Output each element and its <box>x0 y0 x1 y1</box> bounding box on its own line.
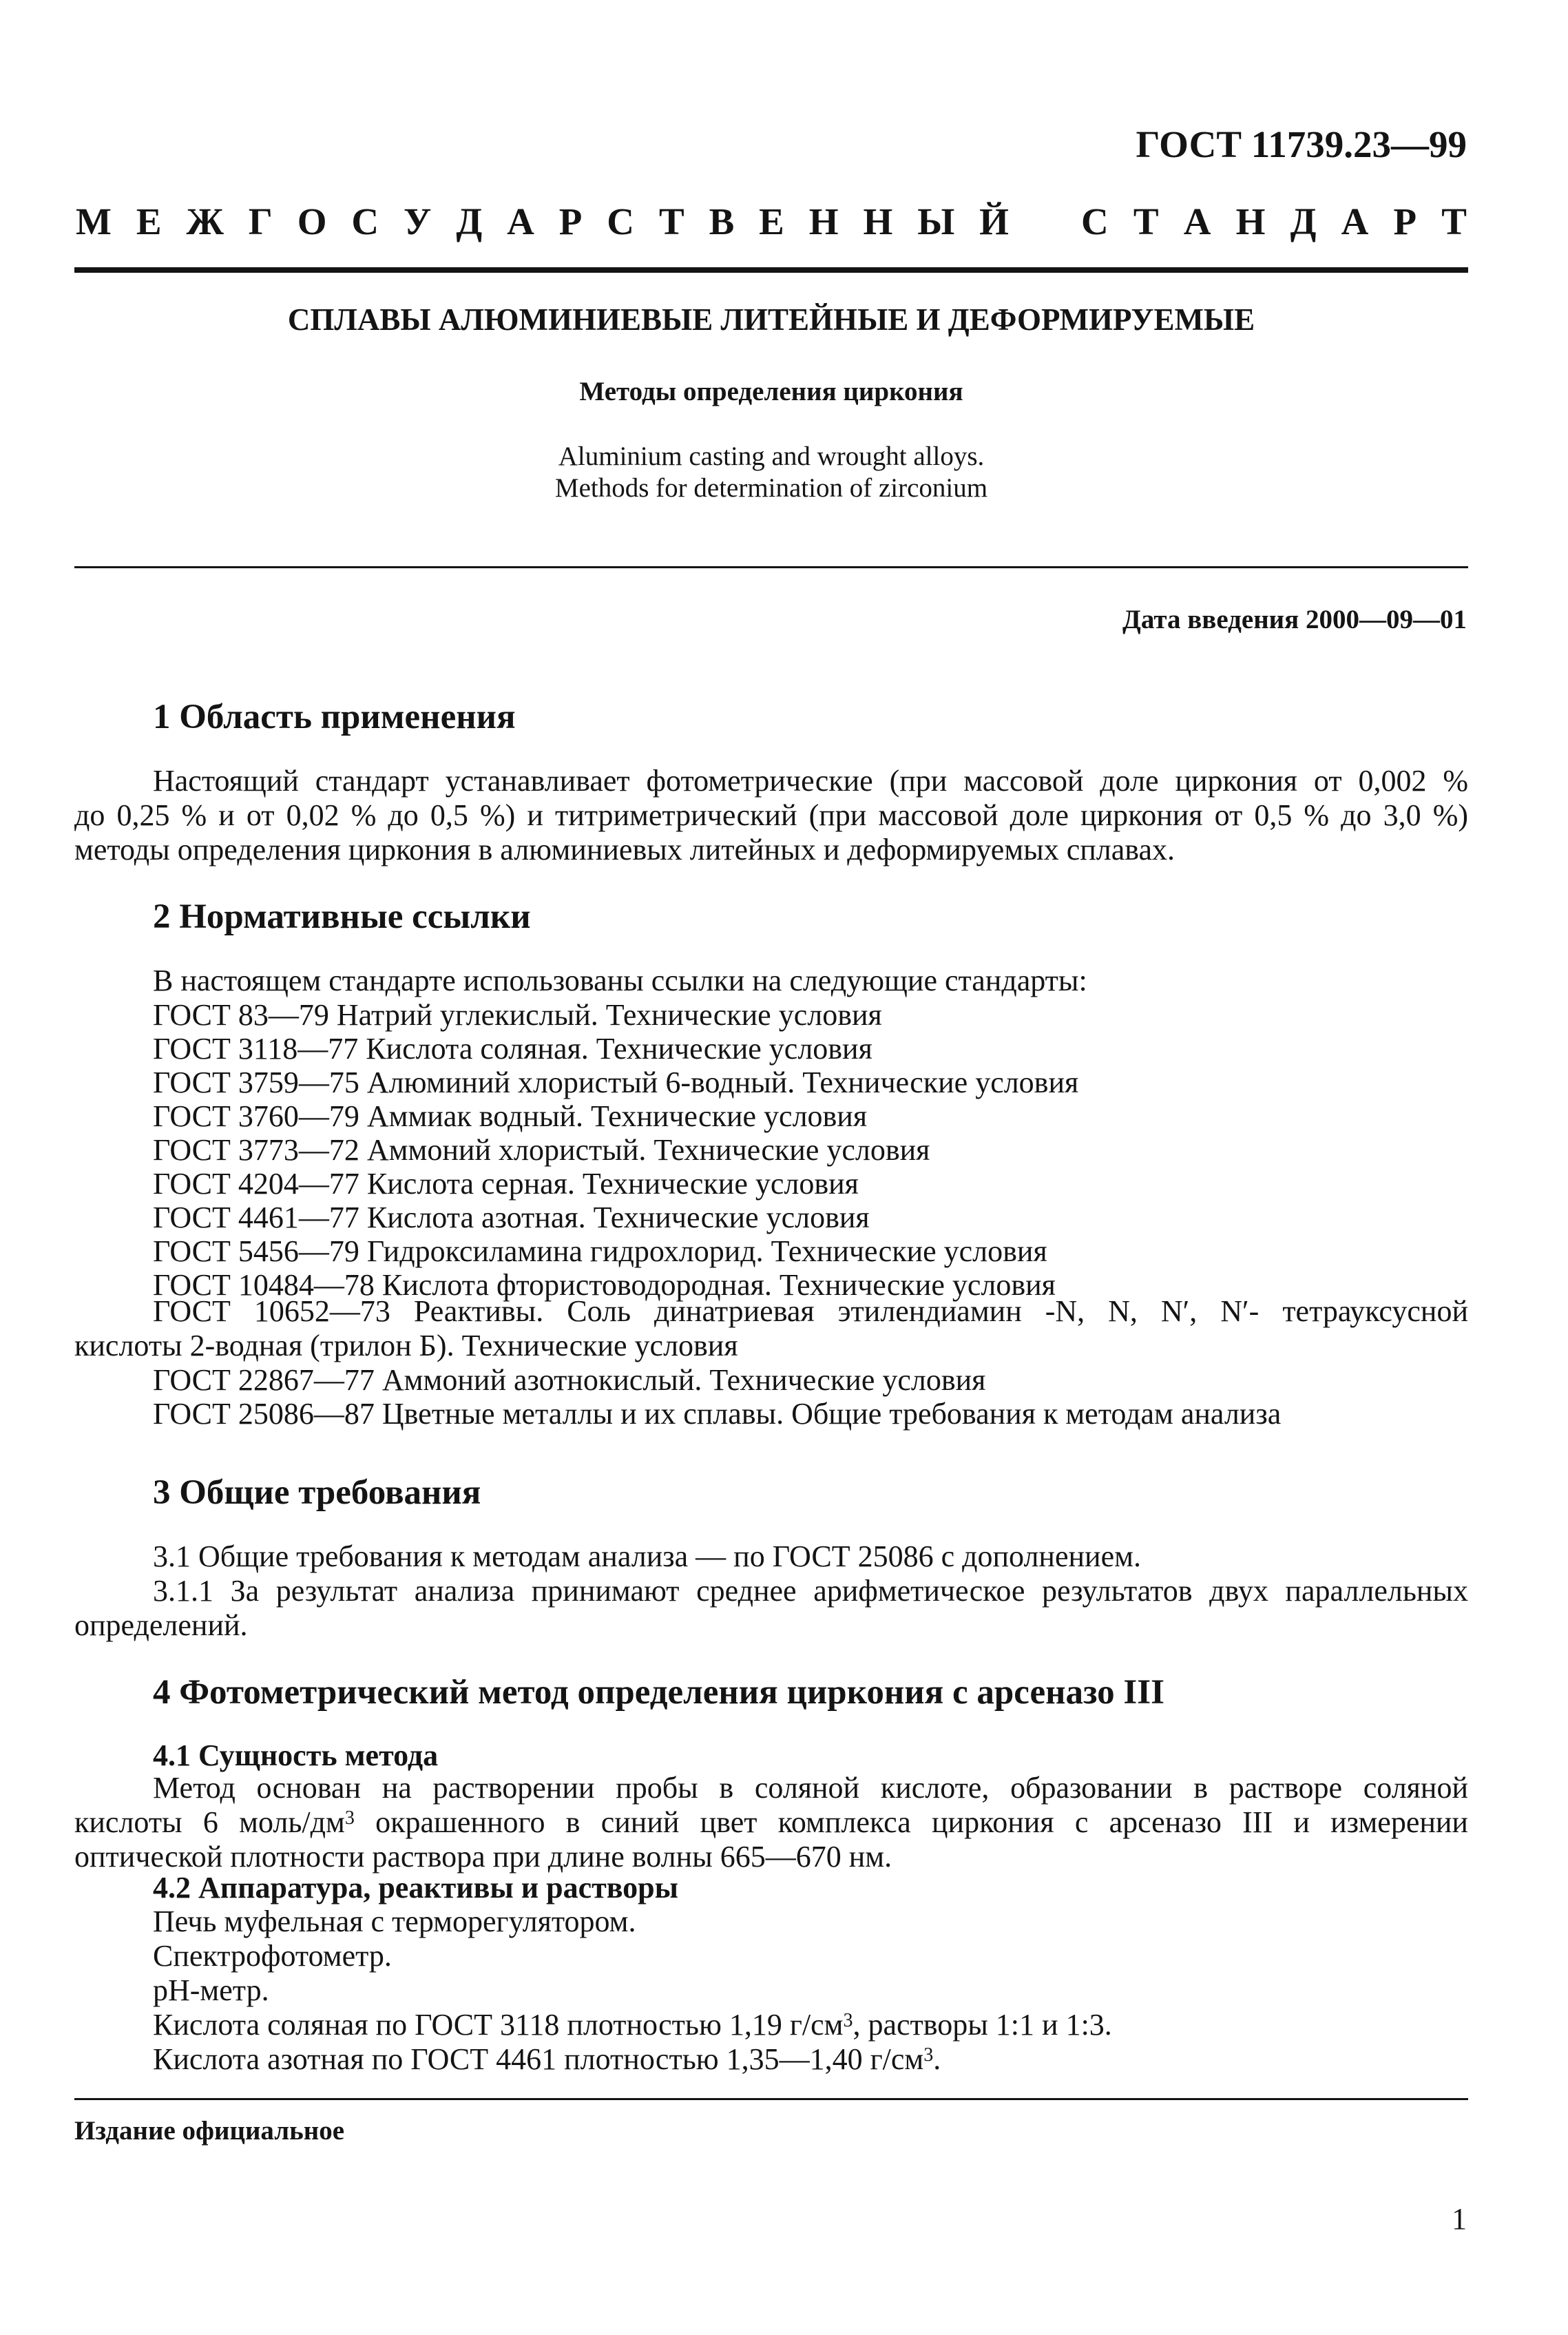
section-1-heading: 1 Область применения <box>153 698 516 736</box>
english-title-line2: Methods for determination of zirconium <box>554 473 988 503</box>
clause-4-1-line2-a: кислоты 6 моль/дм <box>74 1805 345 1839</box>
reference-row <box>153 1364 985 1397</box>
reference-title: Кислота азотная. Технические условия <box>366 1201 870 1234</box>
category-word-interstate-letter: Й <box>979 200 1009 242</box>
reference-title: Аммиак водный. Технические условия <box>366 1099 868 1133</box>
reference-row <box>153 1066 1078 1099</box>
clause-4-1-line2-b: окрашенного в синий цвет комплекса циркония с арсеназо III и измерении <box>354 1805 1468 1839</box>
category-word-interstate-letter: У <box>404 200 432 242</box>
introduction-date: Дата введения 2000—09—01 <box>1122 605 1467 634</box>
section-1-line3: методы определения циркония в алюминиевых литейных и деформируемых сплавах. <box>74 833 1175 866</box>
category-word-interstate-letter: О <box>297 200 327 242</box>
section-4-heading: 4 Фотометрический метод определения циркония с арсеназо III <box>153 1673 1164 1712</box>
reference-row <box>153 1398 1281 1431</box>
clause-4-1-line1: Метод основан на растворении пробы в соляной кислоте, образовании в растворе соляной <box>153 1771 1468 1805</box>
category-word-interstate-letter: А <box>507 200 534 242</box>
superscript-3: 3 <box>843 2010 853 2031</box>
superscript-3: 3 <box>923 2044 934 2066</box>
superscript-3: 3 <box>344 1807 355 1829</box>
reference-row <box>153 1032 872 1066</box>
hydrochloric-acid-line <box>153 2009 1461 2042</box>
category-word-interstate-letter: Е <box>759 200 784 242</box>
category-word-interstate-letter: Н <box>808 200 839 242</box>
category-word-standard-letter: Н <box>1235 200 1266 242</box>
title-rule <box>74 566 1468 568</box>
hcl-text-a: Кислота соляная по ГОСТ 3118 плотностью 1,19 г/см <box>153 2008 844 2042</box>
reference-code: ГОСТ 22867—77 <box>153 1363 375 1397</box>
reference-row <box>153 1168 859 1201</box>
category-word-standard-letter: А <box>1183 200 1211 242</box>
category-word-interstate-letter: С <box>351 200 379 242</box>
footer-rule <box>74 2098 1468 2100</box>
category-word-interstate-letter: В <box>709 200 735 242</box>
reference-code: ГОСТ 3773—72 <box>153 1133 359 1167</box>
section-3-heading: 3 Общие требования <box>153 1473 481 1512</box>
category-word-standard-letter: Т <box>1133 200 1159 242</box>
section-2-heading: 2 Нормативные ссылки <box>153 897 531 936</box>
reference-code: ГОСТ 25086—87 <box>153 1397 375 1431</box>
category-word-interstate-letter: Ж <box>186 200 224 242</box>
reference-title: Аммоний азотнокислый. Технические условия <box>381 1363 986 1397</box>
reference-code: ГОСТ 4204—77 <box>153 1167 359 1201</box>
header-rule-thick <box>74 267 1468 273</box>
clause-3-1-1-line2: определений. <box>74 1608 248 1642</box>
reference-row <box>153 1235 1047 1268</box>
reference-title: Цветные металлы и их сплавы. Общие требования к методам анализа <box>381 1397 1282 1431</box>
clause-3-1-1-line1: 3.1.1 За результат анализа принимают среднее арифметическое результатов двух параллельных <box>153 1574 1468 1608</box>
clause-4-1-heading: 4.1 Сущность метода <box>153 1739 439 1772</box>
clause-4-1-line2 <box>74 1806 1468 1839</box>
reference-row <box>153 999 882 1032</box>
category-word-interstate-letter: Г <box>248 200 273 242</box>
reference-title: Кислота серная. Технические условия <box>366 1167 859 1201</box>
category-word-standard-letter: А <box>1341 200 1369 242</box>
category-word-interstate-letter: Е <box>136 200 162 242</box>
apparatus-item: pH-метр. <box>153 1973 269 2007</box>
category-word-interstate-letter: Н <box>863 200 893 242</box>
nitric-acid-line <box>153 2043 1461 2076</box>
clause-4-2-heading: 4.2 Аппаратура, реактивы и растворы <box>153 1871 678 1905</box>
hno3-text-a: Кислота азотная по ГОСТ 4461 плотностью 1,35—1,40 г/см <box>153 2042 924 2076</box>
ref-10652-line1: ГОСТ 10652—73 Реактивы. Соль динатриевая этилендиамин -N, N, N′, N′- тетрауксусной <box>153 1294 1468 1328</box>
hno3-text-b: . <box>933 2042 941 2076</box>
category-word-interstate-letter: Р <box>558 200 583 242</box>
official-edition-label: Издание официальное <box>74 2116 345 2146</box>
english-title-line1: Aluminium casting and wrought alloys. <box>558 442 985 471</box>
category-word-standard <box>1081 200 1467 244</box>
document-title: СПЛАВЫ АЛЮМИНИЕВЫЕ ЛИТЕЙНЫЕ И ДЕФОРМИРУЕМЫЕ <box>287 302 1255 337</box>
reference-code: ГОСТ 3760—79 <box>153 1099 359 1133</box>
reference-code: ГОСТ 83—79 <box>153 998 329 1032</box>
clause-3-1: 3.1 Общие требования к методам анализа — по ГОСТ 25086 с дополнением. <box>153 1539 1141 1573</box>
category-word-interstate-letter: Д <box>456 200 483 242</box>
category-word-interstate-letter: Ы <box>917 200 955 242</box>
reference-code: ГОСТ 3118—77 <box>153 1032 359 1066</box>
category-word-interstate-letter: Т <box>658 200 684 242</box>
reference-code: ГОСТ 10484—78 <box>153 1268 375 1302</box>
reference-row <box>153 1100 867 1133</box>
reference-title: Аммоний хлористый. Технические условия <box>366 1133 930 1167</box>
gost-number: ГОСТ 11739.23—99 <box>1136 123 1467 165</box>
apparatus-item: Печь муфельная с терморегулятором. <box>153 1905 636 1938</box>
hcl-text-b: , растворы 1:1 и 1:3. <box>853 2008 1112 2042</box>
reference-title: Кислота фтористоводородная. Технические условия <box>381 1268 1056 1302</box>
document-subtitle: Методы определения циркония <box>579 377 963 406</box>
category-word-interstate-letter: М <box>76 200 112 242</box>
reference-code: ГОСТ 3759—75 <box>153 1066 359 1099</box>
category-word-standard-letter: Д <box>1290 200 1317 242</box>
category-word-interstate-letter: С <box>607 200 635 242</box>
reference-title: Гидроксиламина гидрохлорид. Технические условия <box>366 1234 1047 1268</box>
category-word-standard-letter: Р <box>1393 200 1417 242</box>
reference-title: Алюминий хлористый 6-водный. Технические условия <box>366 1066 1079 1099</box>
reference-code: ГОСТ 4461—77 <box>153 1201 359 1234</box>
reference-row <box>153 1201 870 1234</box>
reference-row <box>153 1134 930 1167</box>
reference-code: ГОСТ 5456—79 <box>153 1234 359 1268</box>
section-1-line2: до 0,25 % и от 0,02 % до 0,5 %) и титриметрический (при массовой доле циркония от 0,5 % до 3,0 %) <box>74 798 1468 832</box>
section-2-intro: В настоящем стандарте использованы ссылки на следующие стандарты: <box>153 964 1087 997</box>
clause-4-1-line3: оптической плотности раствора при длине волны 665—670 нм. <box>74 1840 892 1874</box>
page-number: 1 <box>1452 2202 1467 2236</box>
category-word-standard-letter: Т <box>1441 200 1467 242</box>
category-word-interstate <box>76 200 1009 244</box>
apparatus-item: Спектрофотометр. <box>153 1939 392 1973</box>
reference-title: Натрий углекислый. Технические условия <box>336 998 882 1032</box>
reference-title: Кислота соляная. Технические условия <box>366 1032 872 1066</box>
category-word-standard-letter: С <box>1081 200 1109 242</box>
ref-10652-line2: кислоты 2-водная (трилон Б). Технические условия <box>74 1329 738 1362</box>
section-1-line1: Настоящий стандарт устанавливает фотометрические (при массовой доле циркония от 0,002 % <box>153 764 1468 798</box>
